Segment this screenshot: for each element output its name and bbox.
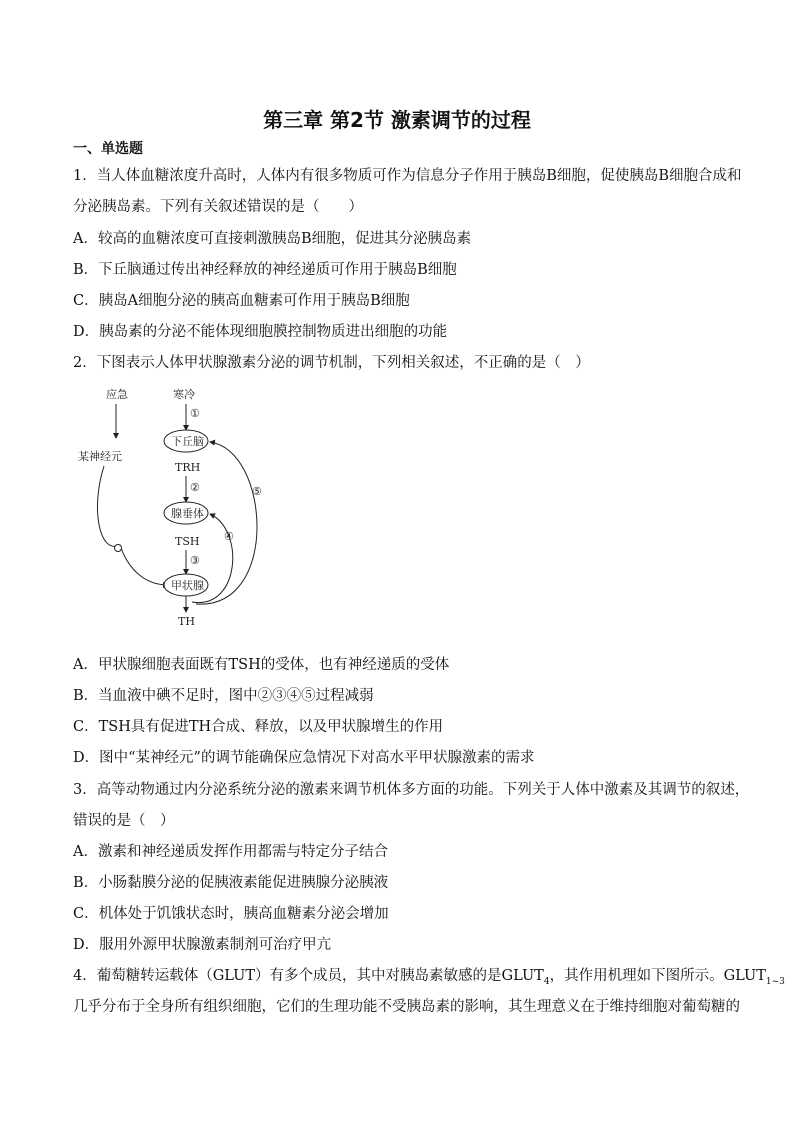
thyroid-regulation-diagram [70,380,290,640]
label-emergency: 应急 [106,388,128,401]
q1-option-c: C．胰岛A细胞分泌的胰高血糖素可作用于胰岛B细胞 [73,293,410,309]
inhibit-marker [115,545,122,552]
label-th: TH [178,615,195,628]
q2-stem: 2．下图表示人体甲状腺激素分泌的调节机制，下列相关叙述，不正确的是（ ） [73,355,590,371]
label-tsh: TSH [175,535,200,548]
q1-option-a: A．较高的血糖浓度可直接刺激胰岛B细胞，促进其分泌胰岛素 [73,231,472,247]
label-trh: TRH [175,461,201,474]
q3-option-c: C．机体处于饥饿状态时，胰高血糖素分泌会增加 [73,906,389,922]
q2-option-b: B．当血液中碘不足时，图中②③④⑤过程减弱 [73,688,374,704]
label-n4: ④ [224,530,234,543]
label-thyroid: 甲状腺 [171,579,204,592]
label-neuron: 某神经元 [78,450,122,463]
q1-stem-line2: 分泌胰岛素。下列有关叙述错误的是（ ） [73,199,363,215]
q2-option-d: D．图中“某神经元”的调节能确保应急情况下对高水平甲状腺激素的需求 [73,750,535,766]
q3-option-a: A．激素和神经递质发挥作用都需与特定分子结合 [73,844,388,860]
q2-option-a: A．甲状腺细胞表面既有TSH的受体，也有神经递质的受体 [73,657,450,673]
page-title: 第三章 第2节 激素调节的过程 [263,108,531,132]
q4-stem-line1: 4．葡萄糖转运载体（GLUT）有多个成员，其中对胰岛素敏感的是$GLUT_4$，其作用机理如下图所示。$GLUT_{1\sim 3}$ [73,968,785,987]
label-n3: ③ [190,554,200,567]
label-n5: ⑤ [252,485,262,498]
q3-option-b: B．小肠黏膜分泌的促胰液素能促进胰腺分泌胰液 [73,875,389,891]
q4-stem-line2: 几乎分布于全身所有组织细胞，它们的生理功能不受胰岛素的影响，其生理意义在于维持细胞对葡萄糖的 [73,999,740,1015]
q2-option-c: C．TSH具有促进TH合成、释放，以及甲状腺增生的作用 [73,719,444,735]
label-n1: ① [190,407,200,420]
q3-stem-line1: 3．高等动物通过内分泌系统分泌的激素来调节机体多方面的功能。下列关于人体中激素及其调节的叙述， [73,782,750,798]
label-cold: 寒冷 [173,388,195,401]
q1-stem-line1: 1．当人体血糖浓度升高时，人体内有很多物质可作为信息分子作用于胰岛B细胞，促使胰岛B细胞合成和 [73,168,742,184]
label-pituitary: 腺垂体 [171,507,204,520]
label-n2: ② [190,481,200,494]
q1-option-b: B．下丘脑通过传出神经释放的神经递质可作用于胰岛B细胞 [73,262,457,278]
q1-option-d: D．胰岛素的分泌不能体现细胞膜控制物质进出细胞的功能 [73,324,448,340]
q3-option-d: D．服用外源甲状腺激素制剂可治疗甲亢 [73,937,332,953]
section-heading: 一、单选题 [73,141,143,157]
q3-stem-line2: 错误的是（ ） [73,813,175,829]
label-hypothalamus: 下丘脑 [171,435,204,448]
